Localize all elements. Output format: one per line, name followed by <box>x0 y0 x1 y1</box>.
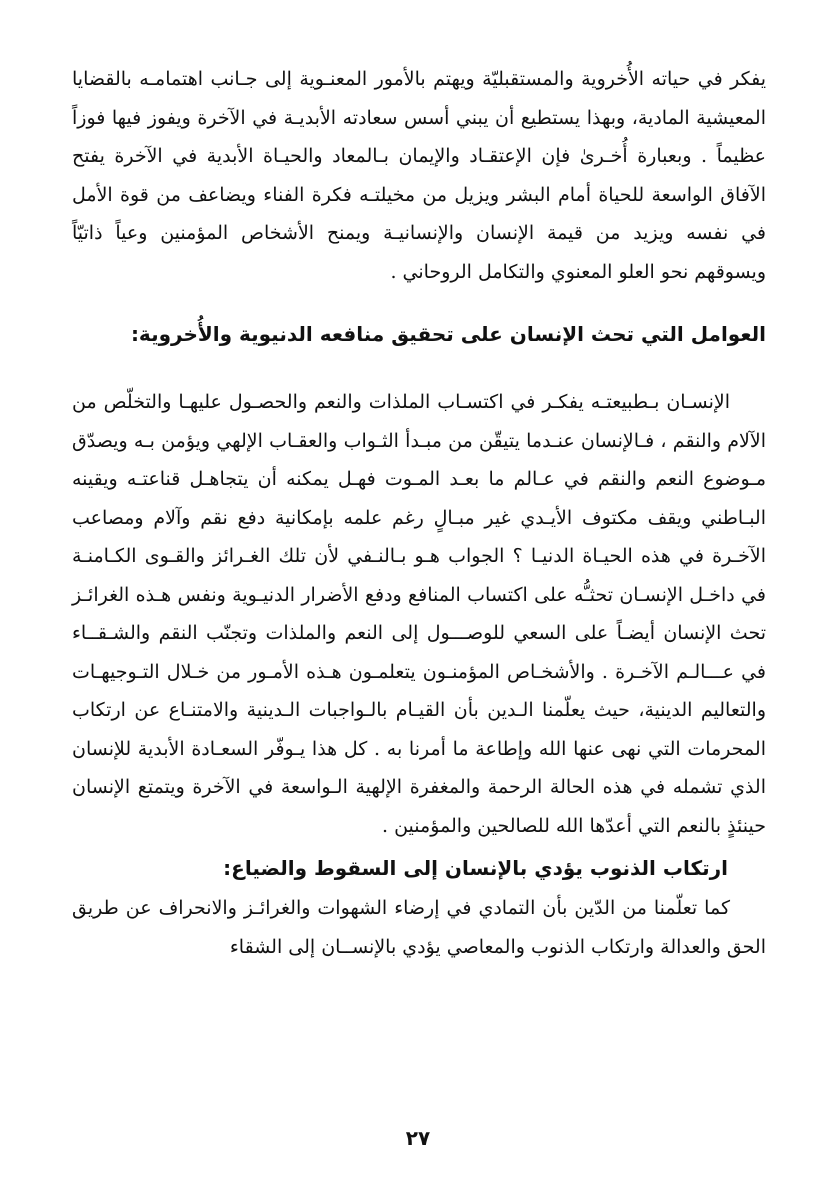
section-heading-sins: ارتكاب الذنوب يؤدي بالإنسان إلى السقوط والضياع: <box>223 856 728 880</box>
paragraph-intro: يفكر في حياته الأُخروية والمستقبليّة ويهتم بالأمور المعنـوية إلى جـانب اهتمامـه بالقضايا المعيشية المادية، وبهذا يستطيع أن يبني أسس سعادته الأبديـة في الآخرة ويفوز فيها فوزاً عظيماً . وبعبارة أُخـرىٰ فإن الإعتقـاد والإيمان بـالمعاد والحيـاة الأبدية في الآخرة يفتح الآفاق الواسعة للحياة أمام البشر ويزيل من مخيلتـه فكرة الفناء ويضاعف من قوة الأمل في نفسه ويزيد من قيمة الإنسان والإنسانيـة ويمنح الأشخاص المؤمنين وعياً ذاتيّاً ويسوقهم نحو العلو المعنوي والتكامل الروحاني . <box>72 68 766 283</box>
paragraph-sins: كما تعلّمنا من الدّين بأن التمادي في إرضاء الشهوات والغرائـز والانحراف عن طريق الحق والعدالة وارتكاب الذنوب والمعاصي يؤدي بالإنســان إلى الشقاء <box>72 897 766 958</box>
paragraph-human-nature: الإنسـان بـطبيعتـه يفكـر في اكتسـاب الملذات والنعم والحصـول عليهـا والتخلّص من الآلام والنقم ، فـالإنسان عنـدما يتيقّن من مبـدأ الثـواب والعقـاب الإلهي ويؤمن بـه ويصدّق مـوضوع النعم والنقم في عـالم ما بعـد المـوت فهـل يمكنه أن يتجاهـل قناعتـه ويقينه البـاطني ويقف مكتوف الأيـدي غير مبـالٍ رغم علمه بإمكانية دفع نقم وآلام ومصاعب الآخـرة في هذه الحيـاة الدنيـا ؟ الجواب هـو بـالنـفي لأن تلك الغـرائز والقـوى الكـامنـة في داخـل الإنسـان تحثـُّه على اكتساب المنافع ودفع الأضرار الدنيـوية ونفس هـذه الغرائـز تحث الإنسان أيضـاً على السعي للوصـــول إلى النعم والملذات وتجنّب النقم والشـقــاء في عـــالـم الآخـرة . والأشخـاص المؤمنـون يتعلمـون هـذه الأمـور من خـلال التـوجيهـات والتعاليم الدينية، حيث يعلّمنا الـدين بأن القيـام بالـواجبات الـدينية والامتنـاع عن ارتكاب المحرمات التي نهى عنها الله وإطاعة ما أمرنا به . كل هذا يـوفّر السعـادة الأبدية للإنسان الذي تشمله في هذه الحالة الرحمة والمغفرة الإلهية الـواسعة في الآخرة ويتمتع الإنسان حينئذٍ بالنعم التي أعدّها الله للصالحين والمؤمنين . <box>72 391 766 837</box>
page-number: ٢٧ <box>405 1126 431 1150</box>
section-heading-motivating-factors: العوامل التي تحث الإنسان على تحقيق منافعه الدنيوية والأُخروية: <box>130 322 766 346</box>
page-body <box>72 60 766 1192</box>
